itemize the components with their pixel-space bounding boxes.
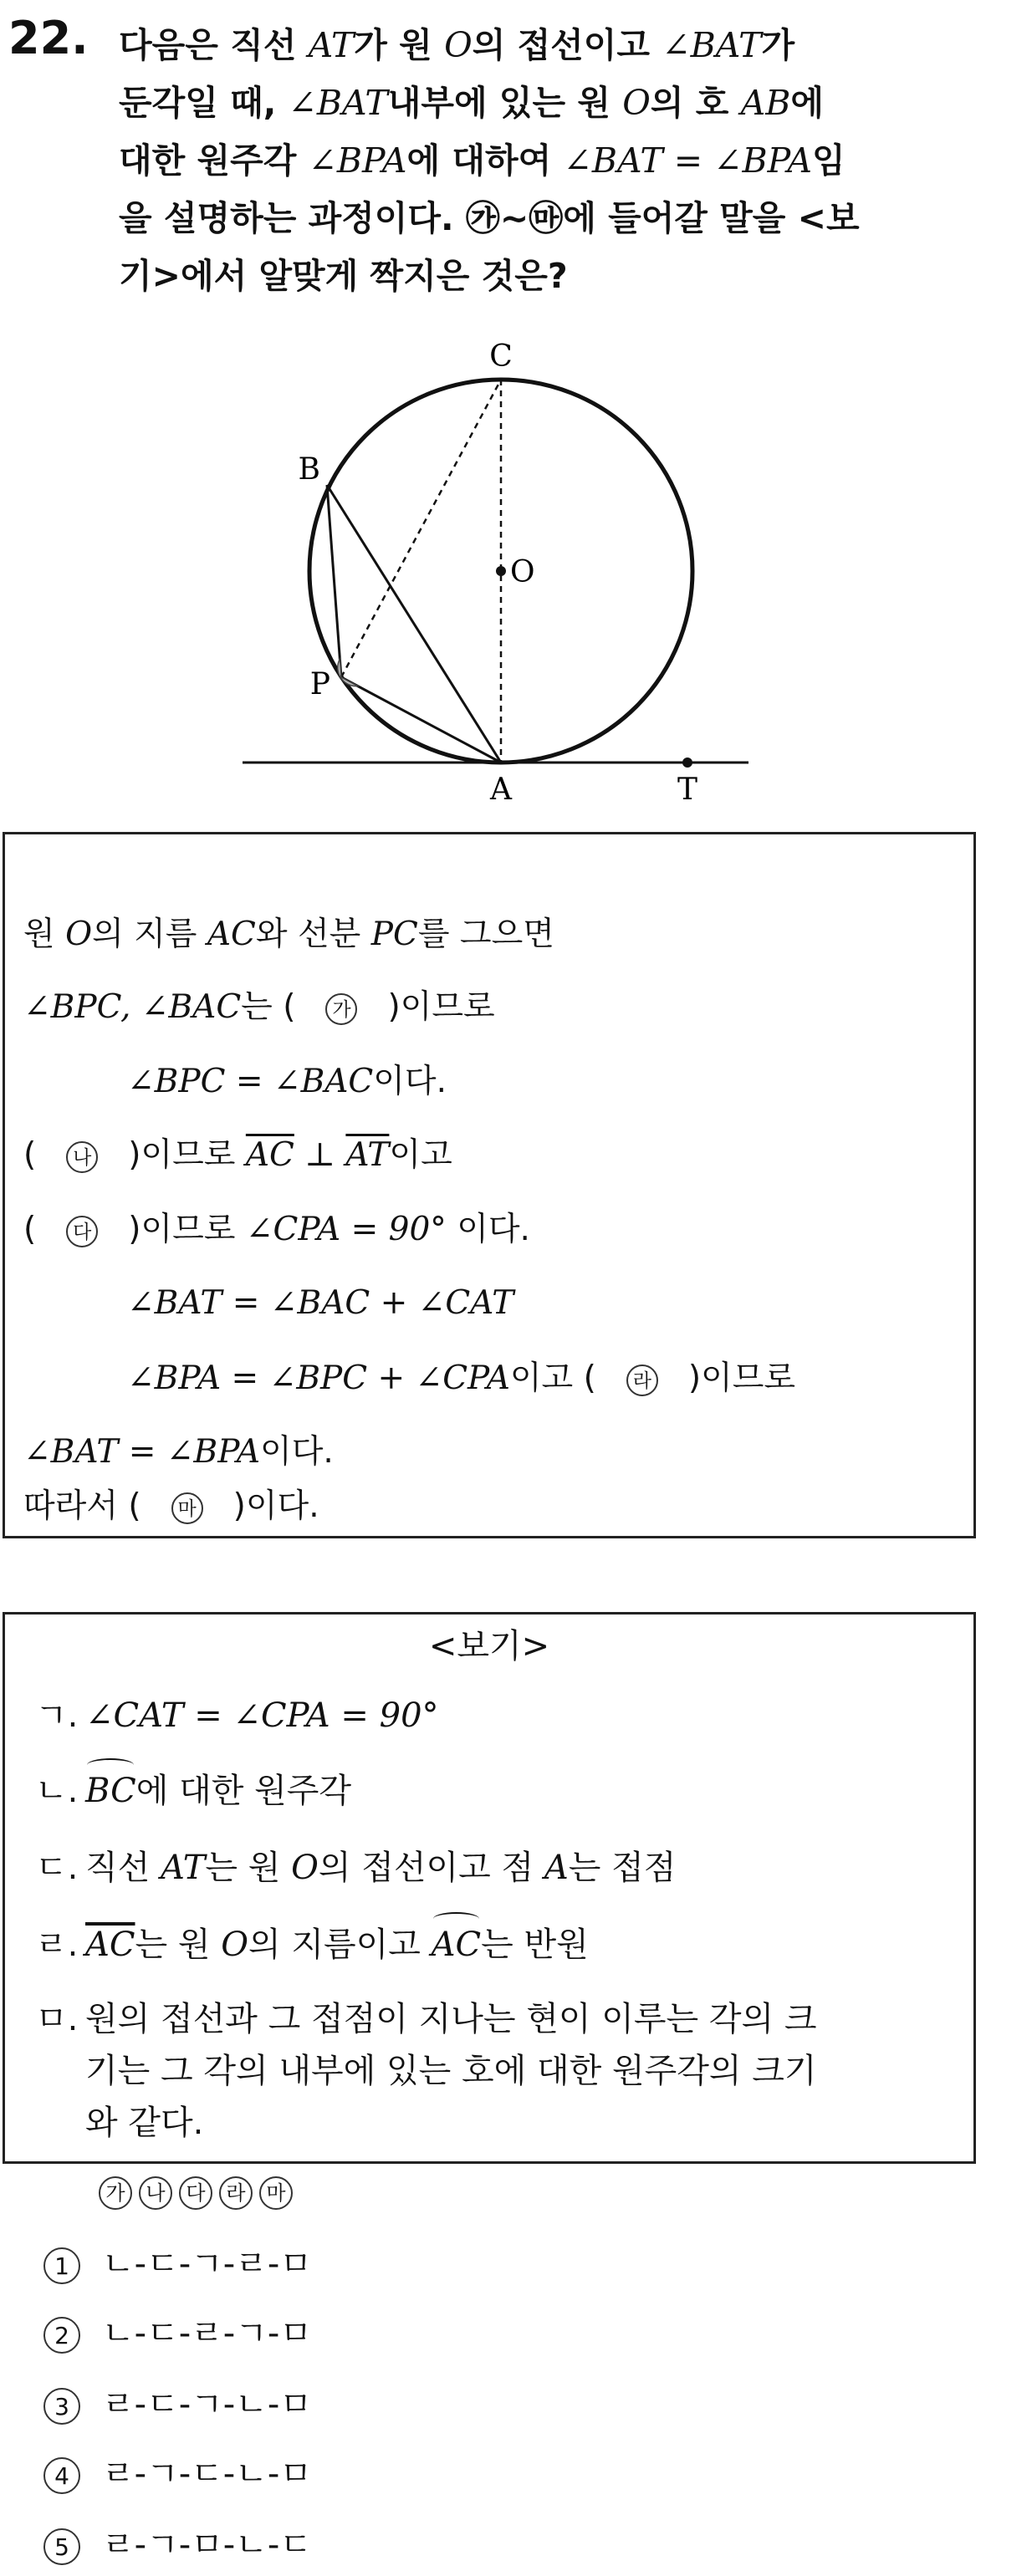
- question-line-1: 다음은 직선 AT가 원 O의 접선이고 ∠BAT가: [119, 25, 795, 65]
- choice-number: 5: [43, 2528, 80, 2565]
- choice-number: 3: [43, 2388, 80, 2425]
- bogi-box: [3, 1612, 976, 2164]
- choice-text: ㄴ-ㄷ-ㄹ-ㄱ-ㅁ: [102, 2314, 312, 2353]
- blank-ga: 가: [325, 993, 357, 1025]
- header-na: 나: [139, 2176, 172, 2210]
- label-b: B: [298, 452, 320, 487]
- question-number: 22.: [8, 12, 89, 64]
- point-t: [682, 757, 692, 768]
- bogi-item-3: ㄷ. 직선 AT는 원 O의 접선이고 점 A는 접점: [35, 1849, 677, 1887]
- choice-text: ㄹ-ㄱ-ㄷ-ㄴ-ㅁ: [102, 2455, 312, 2493]
- proof-line-7: ∠BPA = ∠BPC + ∠CPA이고 ( 라 )이므로: [127, 1359, 796, 1397]
- blank-da: 다: [66, 1216, 98, 1247]
- proof-line-5: ( 다 )이므로 ∠CPA = 90° 이다.: [23, 1211, 530, 1248]
- blank-ra: 라: [626, 1365, 658, 1396]
- choice-3[interactable]: [43, 2384, 312, 2426]
- chord-ab: [327, 485, 501, 763]
- bogi-item-4: ㄹ. $\overline{AC}$는 원 O의 지름이고 AC는 반원: [35, 1919, 589, 1971]
- blank-na: 나: [66, 1141, 98, 1173]
- chord-pa: [341, 677, 501, 763]
- label-t: T: [677, 773, 698, 807]
- bogi-title: <보기>: [428, 1627, 550, 1665]
- question-line-3: 대한 원주각 ∠BPA에 대하여 ∠BAT = ∠BPA임: [119, 140, 846, 181]
- choice-number: 1: [43, 2247, 80, 2284]
- bogi-item-5: ㅁ. 원의 접선과 그 접점이 지나는 현이 이루는 각의 크 기는 그 각의 내부에 있는 호에 대한 원주각의 크기 와 같다.: [35, 2000, 817, 2142]
- answer-header: [99, 2176, 299, 2210]
- choice-number: 4: [43, 2457, 80, 2494]
- chord-bp: [327, 485, 341, 677]
- angle-bpa-mark: [338, 659, 358, 686]
- bogi-item-1: ㄱ. ∠CAT = ∠CPA = 90°: [35, 1696, 439, 1735]
- choice-number: 2: [43, 2317, 80, 2354]
- segment-pc: [341, 380, 501, 677]
- header-ga: 가: [99, 2176, 132, 2210]
- proof-box: [3, 832, 976, 1538]
- bogi-item-2: ㄴ. BC에 대한 원주각: [35, 1765, 351, 1817]
- choice-5[interactable]: [43, 2524, 312, 2566]
- proof-line-3: ∠BPC = ∠BAC이다.: [127, 1063, 447, 1100]
- header-ma: 마: [259, 2176, 293, 2210]
- label-a: A: [490, 773, 512, 807]
- proof-line-4: ( 나 )이므로 $\overline{AC}$ ⊥ $\overline{AT}$이고: [23, 1136, 452, 1174]
- blank-ma: 마: [171, 1492, 203, 1524]
- proof-line-6: ∠BAT = ∠BAC + ∠CAT: [127, 1284, 514, 1322]
- header-ra: 라: [219, 2176, 253, 2210]
- question-line-5: 기>에서 알맞게 짝지은 것은?: [119, 256, 568, 296]
- choice-1[interactable]: [43, 2243, 312, 2285]
- geometry-figure: [226, 318, 761, 811]
- label-o: O: [510, 555, 535, 589]
- proof-line-8: ∠BAT = ∠BPA이다.: [23, 1433, 334, 1471]
- question-text: [119, 17, 972, 305]
- question-line-2: 둔각일 때, ∠BAT내부에 있는 원 O의 호 AB에: [119, 83, 824, 123]
- label-c: C: [489, 339, 513, 374]
- center-point-o: [496, 566, 506, 576]
- choice-text: ㄴ-ㄷ-ㄱ-ㄹ-ㅁ: [102, 2245, 312, 2283]
- label-p: P: [309, 667, 330, 701]
- choice-2[interactable]: [43, 2313, 312, 2354]
- proof-line-2: ∠BPC, ∠BAC는 ( 가 )이므로: [23, 988, 495, 1026]
- choice-text: ㄹ-ㄷ-ㄱ-ㄴ-ㅁ: [102, 2385, 312, 2424]
- question-line-4: 을 설명하는 과정이다. ㉮~㉲에 들어갈 말을 <보: [119, 198, 860, 238]
- circle-tangent-diagram: [226, 318, 761, 811]
- choice-4[interactable]: [43, 2453, 312, 2495]
- choice-text: ㄹ-ㄱ-ㅁ-ㄴ-ㄷ: [102, 2526, 312, 2564]
- header-da: 다: [179, 2176, 212, 2210]
- proof-line-1: 원 O의 지름 AC와 선분 PC를 그으면: [23, 916, 554, 953]
- proof-line-9: 따라서 ( 마 )이다.: [23, 1487, 319, 1525]
